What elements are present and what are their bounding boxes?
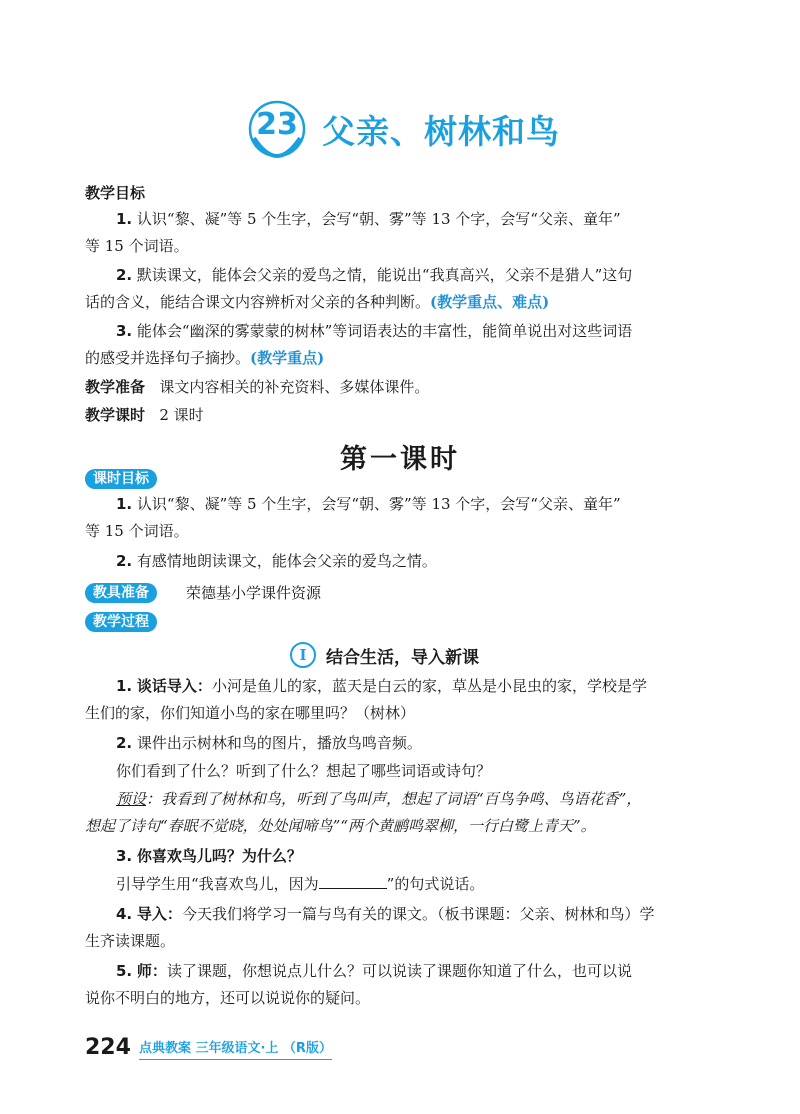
goal-1-text-2: 等 15 个词语。 [85, 522, 189, 540]
goal-1-num: 1. [116, 495, 133, 513]
objective-3-num: 3. [116, 322, 133, 340]
step-4-num: 4. [116, 905, 133, 923]
goal-2-num: 2. [116, 552, 133, 570]
tools-tag: 教具准备 [85, 583, 157, 603]
prep-text: 课文内容相关的补充资料、多媒体课件。 [159, 378, 430, 396]
preset-line-1 [116, 789, 641, 809]
hours-text: 2 课时 [159, 406, 204, 424]
tools-text: 荣德基小学课件资源 [186, 584, 322, 602]
lesson-number: 23 [256, 107, 298, 142]
page-footer [85, 1035, 332, 1060]
step-5-head: 师： [136, 962, 167, 980]
objective-1-num: 1. [116, 210, 133, 228]
step-1-head: 谈话导入： [136, 677, 212, 695]
goal-1-line-1 [116, 494, 621, 514]
step-4-text-2: 生齐读课题。 [85, 932, 176, 950]
step-5-text-2: 说你不明白的地方，还可以说说你的疑问。 [85, 989, 371, 1007]
step-4-head: 导入： [136, 905, 182, 923]
footer-book-title: 点典教案 三年级语文·上 （R版） [139, 1037, 332, 1060]
preset-text-1: ：我看到了树林和鸟，听到了鸟叫声，想起了词语“百鸟争鸣、鸟语花香”， [146, 790, 642, 808]
step-4-text-1: 今天我们将学习一篇与鸟有关的课文。（板书课题：父亲、树林和鸟）学 [181, 905, 655, 923]
step-1-text-2: 生们的家，你们知道小鸟的家在哪里吗？（树林） [85, 704, 416, 722]
objective-1-text-2: 等 15 个词语。 [85, 237, 189, 255]
step-2-num: 2. [116, 734, 133, 752]
step-3-num: 3. [116, 847, 133, 865]
objective-3-line-2 [85, 348, 324, 368]
hours-row [85, 405, 204, 425]
prep-label: 教学准备 [85, 378, 146, 396]
step-1-num: 1. [116, 677, 133, 695]
objective-3-text-2: 的感受并选择句子摘抄。 [85, 349, 251, 367]
objective-3-text-1: 能体会“幽深的雾蒙蒙的树林”等词语表达的丰富性，能简单说出对这些词语 [136, 322, 633, 340]
lesson-name: 父亲、树林和鸟 [322, 111, 560, 151]
page-number: 224 [85, 1035, 131, 1060]
step-3-text-b: ”的句式说话。 [386, 875, 485, 893]
step-4-line-1 [116, 904, 654, 924]
objective-2-text-2: 话的含义，能结合课文内容辨析对父亲的各种判断。 [85, 293, 431, 311]
lesson-title [246, 98, 560, 160]
step-1-text-1: 小河是鱼儿的家，蓝天是白云的家，草丛是小昆虫的家，学校是学 [211, 677, 647, 695]
step-3-line-2 [116, 874, 484, 894]
prep-row [85, 377, 429, 397]
step-5-num: 5. [116, 962, 133, 980]
objective-2-note: (教学重点、难点) [430, 293, 550, 311]
step-1-line-1 [116, 676, 647, 696]
section-1-heading [290, 642, 479, 668]
section-1-title: 结合生活，导入新课 [326, 647, 479, 668]
goal-2-line-1 [116, 551, 437, 571]
objective-3-line-1 [116, 321, 632, 341]
preset-label: 预设 [116, 790, 147, 808]
objective-2-num: 2. [116, 266, 133, 284]
objective-3-note: (教学重点) [250, 349, 325, 367]
process-tag: 教学过程 [85, 612, 157, 632]
period-title: 第一课时 [340, 444, 460, 475]
lesson-number-badge [246, 98, 308, 160]
step-5-text-1: 读了课题，你想说点儿什么？可以说读了课题你知道了什么，也可以说 [166, 962, 632, 980]
objective-2-line-1 [116, 265, 632, 285]
step-5-line-1 [116, 961, 632, 981]
period-goals-tag: 课时目标 [85, 469, 157, 489]
objective-1-line-1 [116, 209, 621, 229]
step-3-line-1 [116, 846, 302, 866]
fill-blank [319, 874, 387, 889]
step-3-text-a: 引导学生用“我喜欢鸟儿，因为 [116, 875, 319, 893]
hours-label: 教学课时 [85, 406, 146, 424]
objective-2-line-2 [85, 292, 549, 312]
objective-1-text-1: 认识“黎、凝”等 5 个生字，会写“朝、雾”等 13 个字，会写“父亲、童年” [136, 210, 621, 228]
step-2-text-2: 你们看到了什么？听到了什么？想起了哪些词语或诗句？ [116, 762, 492, 780]
goal-2-text-1: 有感情地朗读课文，能体会父亲的爱鸟之情。 [136, 552, 437, 570]
section-1-roman: I [290, 642, 316, 668]
step-2-text-1: 课件出示树林和鸟的图片，播放鸟鸣音频。 [136, 734, 422, 752]
step-2-line-1 [116, 733, 422, 753]
objective-2-text-1: 默读课文，能体会父亲的爱鸟之情，能说出“我真高兴，父亲不是猎人”这句 [136, 266, 633, 284]
step-3-head: 你喜欢鸟儿吗？为什么？ [136, 847, 302, 865]
objectives-label: 教学目标 [85, 184, 146, 202]
preset-text-2: 想起了诗句“春眠不觉晓，处处闻啼鸟”“两个黄鹂鸣翠柳，一行白鹭上青天”。 [85, 817, 596, 835]
goal-1-text-1: 认识“黎、凝”等 5 个生字，会写“朝、雾”等 13 个字，会写“父亲、童年” [136, 495, 621, 513]
